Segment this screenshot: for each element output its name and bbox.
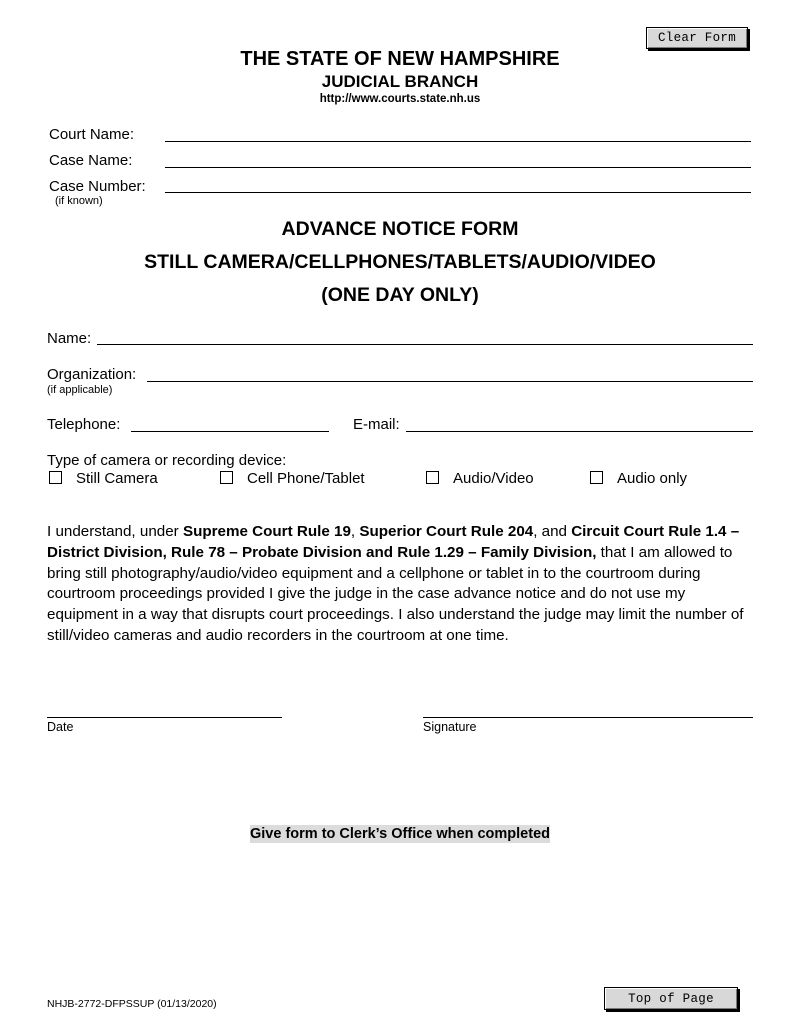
audio-only-checkbox[interactable] <box>590 471 603 484</box>
court-url: http://www.courts.state.nh.us <box>319 93 481 105</box>
still-camera-label: Still Camera <box>76 470 158 487</box>
circuit-court-rules: Circuit Court Rule 1.4 – District Division, Rule 78 – Probate Division and Rule 1.29 – Family Division, <box>47 523 740 561</box>
top-of-page-button[interactable]: Top of Page <box>604 987 738 1010</box>
statement-paragraph <box>47 522 759 647</box>
name-field[interactable] <box>97 344 753 345</box>
case-name-field[interactable] <box>165 167 751 168</box>
still-camera-checkbox[interactable] <box>49 471 62 484</box>
audio-only-label: Audio only <box>617 470 688 487</box>
email-field[interactable] <box>406 431 753 432</box>
statement-text-4: that I am allowed to bring still photography/audio/video equipment and a cellphone or tablet in to the courtroom during courtroom proceedings provided I give the judge in the case advance notice and do not use my equipment in a way that disrupts court proceedings. I also understand the judge may limit the number of still/video cameras and audio recorders in the courtroom at one time. <box>47 543 744 644</box>
signature-field[interactable] <box>423 717 753 718</box>
branch-heading: JUDICIAL BRANCH <box>321 72 479 91</box>
form-id: NHJB-2772-DFPSSUP (01/13/2020) <box>47 998 217 1010</box>
organization-field[interactable] <box>147 381 753 382</box>
statement-text-2: , <box>350 523 360 540</box>
audio-video-label: Audio/Video <box>453 470 534 487</box>
court-name-field[interactable] <box>165 141 751 142</box>
clerk-notice <box>0 825 800 843</box>
form-duration: (ONE DAY ONLY) <box>321 284 479 306</box>
organization-label: Organization: <box>47 366 137 383</box>
organization-note: (if applicable) <box>47 384 113 396</box>
cell-phone-tablet-label: Cell Phone/Tablet <box>247 470 365 487</box>
statement-text-1: I understand, under <box>47 523 183 540</box>
court-name-label: Court Name: <box>49 126 135 143</box>
clear-form-button[interactable]: Clear Form <box>646 27 748 49</box>
clerk-notice-text: Give form to Clerk’s Office when completed <box>249 826 550 842</box>
device-prompt: Type of camera or recording device: <box>47 452 287 469</box>
statement-text-3: , and <box>533 523 572 540</box>
date-label: Date <box>47 720 74 734</box>
case-number-note: (if known) <box>55 195 103 207</box>
form-subtitle: STILL CAMERA/CELLPHONES/TABLETS/AUDIO/VIDEO <box>144 251 656 273</box>
case-number-field[interactable] <box>165 192 751 193</box>
supreme-court-rule: Supreme Court Rule 19 <box>182 523 351 540</box>
signature-label: Signature <box>423 720 477 734</box>
telephone-field[interactable] <box>131 431 329 432</box>
cell-phone-tablet-checkbox[interactable] <box>220 471 233 484</box>
case-number-label: Case Number: <box>49 178 146 195</box>
email-label: E-mail: <box>353 416 400 433</box>
state-heading: THE STATE OF NEW HAMPSHIRE <box>240 48 560 70</box>
form-title: ADVANCE NOTICE FORM <box>281 218 519 240</box>
name-label: Name: <box>47 330 92 347</box>
telephone-label: Telephone: <box>47 416 121 433</box>
date-field[interactable] <box>47 717 282 718</box>
case-name-label: Case Name: <box>49 152 133 169</box>
superior-court-rule: Superior Court Rule 204 <box>359 523 534 540</box>
audio-video-checkbox[interactable] <box>426 471 439 484</box>
